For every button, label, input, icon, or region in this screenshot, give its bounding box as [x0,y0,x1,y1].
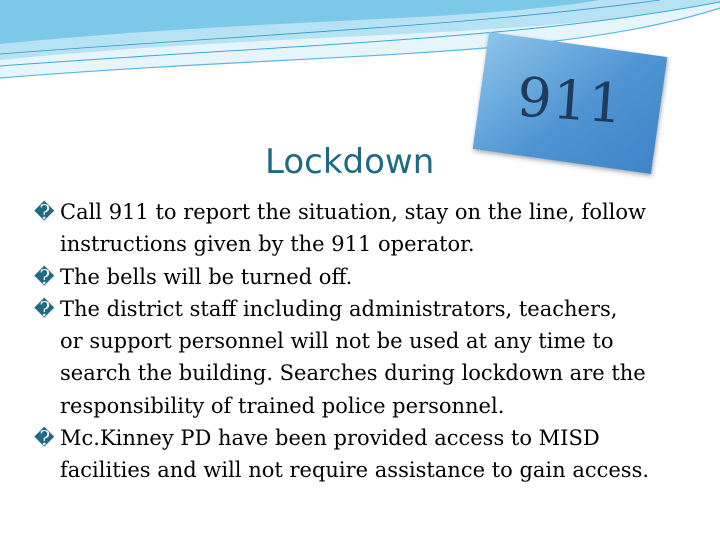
badge-text: 911 [515,64,626,136]
bullet-line: The bells will be turned off. [60,264,353,289]
bullet-line: instructions given by the 911 operator. [60,232,475,257]
bullet-item [34,293,694,422]
bullet-item [34,261,694,293]
911-badge-image [473,32,668,174]
bullet-line: responsibility of trained police personnel. [60,393,505,418]
bullet-line: search the building. Searches during lockdown are the [60,361,646,386]
bullet-line: facilities and will not require assistance to gain access. [60,458,650,483]
bullet-line: Call 911 to report the situation, stay on the line, follow [60,200,647,224]
slide-title: Lockdown [265,142,435,182]
bullet-line: Mc.Kinney PD have been provided access to MISD [60,426,600,451]
bullet-line: or support personnel will not be used at any time to [60,329,614,354]
bullet-line: The district staff including administrators, teachers, [60,296,618,321]
bullet-marker-icon: � [34,264,55,289]
bullet-item [34,196,694,261]
bullet-item [34,422,694,487]
bullet-marker-icon: � [34,200,55,224]
bullet-marker-icon: � [34,426,55,451]
bullet-list [34,196,694,487]
bullet-marker-icon: � [34,296,55,321]
